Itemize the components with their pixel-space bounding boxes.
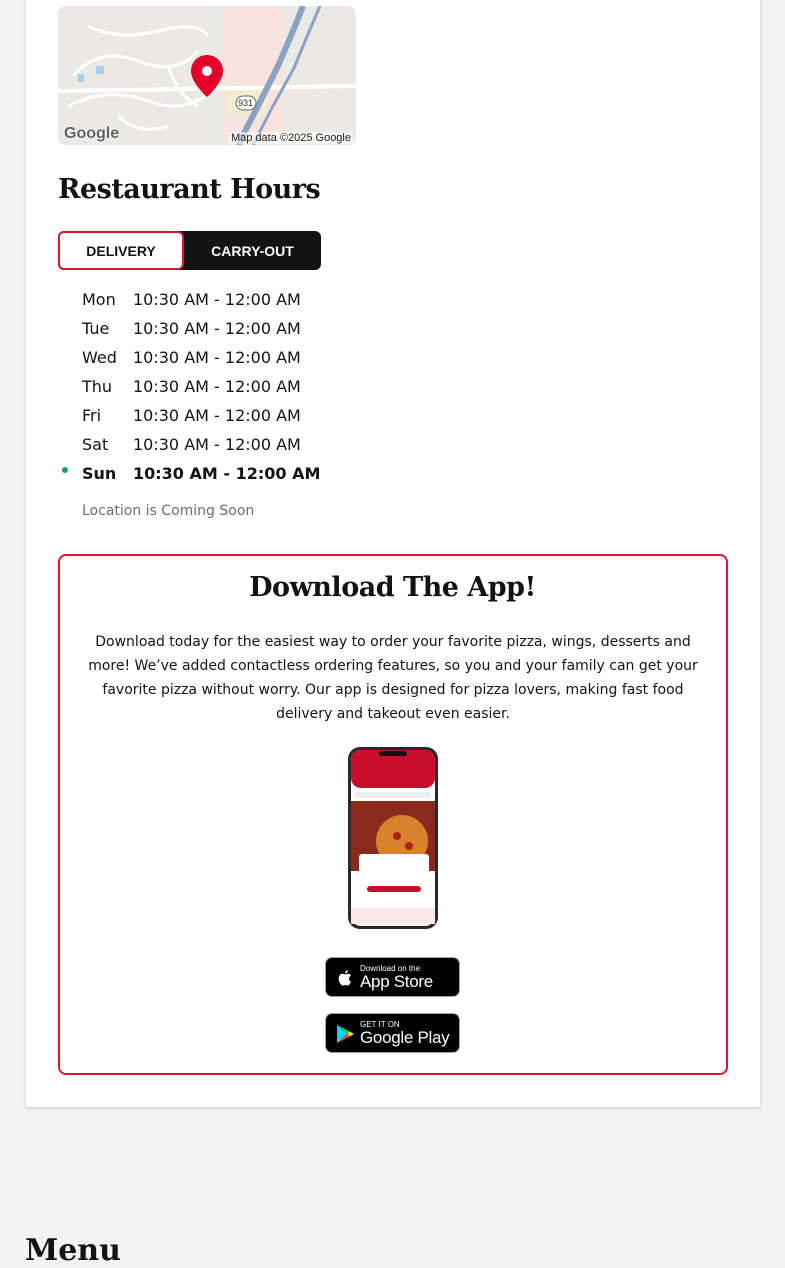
day-label: Sun [82, 464, 117, 483]
app-store-small-label: Download on the [360, 964, 421, 973]
today-indicator-dot [62, 467, 68, 473]
time-range: 10:30 AM - 12:00 AM [133, 290, 301, 309]
app-store-big-label: App Store [360, 972, 433, 991]
menu-section-heading: Menu [25, 1233, 121, 1268]
time-range: 10:30 AM - 12:00 AM [133, 464, 321, 483]
google-play-button[interactable] [325, 1013, 460, 1053]
time-range: 10:30 AM - 12:00 AM [133, 377, 301, 396]
google-play-icon [334, 1023, 356, 1045]
time-range: 10:30 AM - 12:00 AM [133, 435, 301, 454]
apple-icon [334, 967, 356, 989]
map-pin-icon[interactable] [190, 54, 224, 98]
tab-carry-out[interactable]: CARRY-OUT [211, 242, 294, 259]
day-label: Sat [82, 435, 109, 454]
time-range: 10:30 AM - 12:00 AM [133, 406, 301, 425]
google-logo: Google [64, 125, 120, 142]
location-status: Location is Coming Soon [82, 503, 255, 519]
google-play-small-label: GET IT ON [360, 1020, 400, 1029]
hours-tabs [58, 231, 321, 270]
location-map[interactable] [58, 6, 356, 145]
day-label: Thu [82, 377, 113, 396]
google-play-big-label: Google Play [360, 1028, 450, 1047]
app-promo-description: Download today for the easiest way to order your favorite pizza, wings, desserts and more! We’ve added contactless ordering features, so you and your family can get your favorite pizza without worry. Our app is designed for pizza lovers, making fast food delivery and takeout even easier. [88, 634, 698, 722]
day-label: Wed [82, 348, 117, 367]
map-credit[interactable]: Map data ©2025 Google [230, 132, 351, 144]
time-range: 10:30 AM - 12:00 AM [133, 319, 301, 338]
time-range: 10:30 AM - 12:00 AM [133, 348, 301, 367]
app-store-button[interactable] [325, 957, 460, 997]
restaurant-hours-title: Restaurant Hours [58, 174, 321, 205]
tab-delivery[interactable]: DELIVERY [58, 231, 184, 270]
day-label: Mon [82, 290, 116, 309]
highway-shield-label: 931 [238, 98, 254, 108]
phone-mockup-image [347, 746, 439, 930]
day-label: Tue [82, 319, 110, 338]
app-promo-title: Download The App! [249, 572, 536, 603]
day-label: Fri [82, 406, 102, 425]
